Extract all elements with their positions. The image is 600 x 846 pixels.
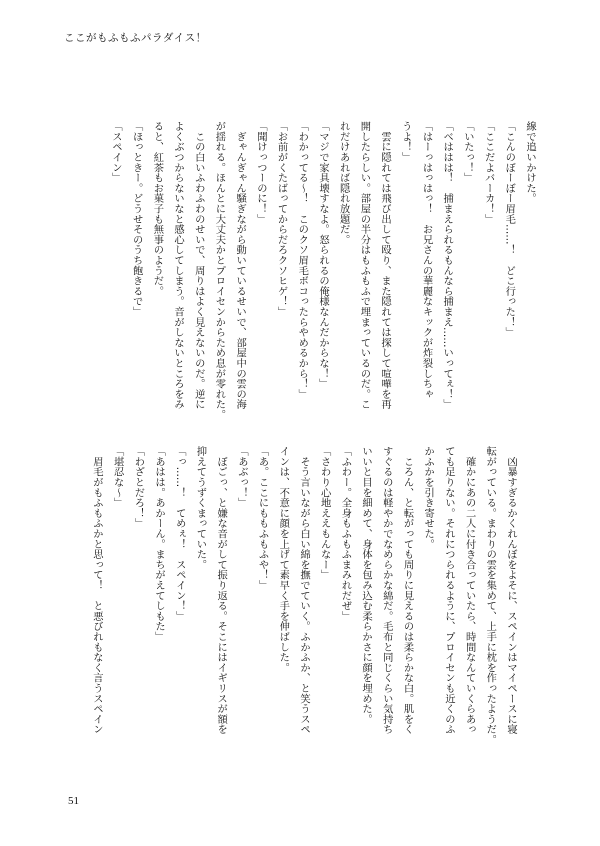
text-column: 転がっている。まわりの雲を集めて、上手に枕を作ったようだ。 — [484, 446, 497, 745]
text-column: 「聞けっつーのに！」 — [254, 121, 267, 224]
text-column: ころん、と転がっても周りに見えるのは柔らかな白。肌をく — [401, 446, 414, 735]
text-column: 「お前がくたばってからだろクソヒゲ！」 — [275, 121, 288, 317]
text-column: うよ！」 — [399, 121, 412, 163]
text-column: ても足りない。それにつられるように、プロイセンも近くのふ — [442, 446, 455, 735]
text-column: 「っ……！ てめぇ！ スペイン！」 — [173, 446, 186, 622]
text-column: 「ふわー。全身もふもふまみれだぜ」 — [339, 446, 352, 622]
lower-text-block — [85, 446, 521, 746]
text-column: ぼごっ、と嫌な音がして振り返る。そこにはイギリスが額を — [215, 446, 228, 735]
text-column: 「堪忍な～」 — [111, 446, 124, 508]
text-column: 「べははは！ 捕まえられるもんなら捕まえ……いってぇ！」 — [441, 121, 454, 410]
running-title: ここがもふもふパラダイス！ — [64, 32, 207, 44]
text-column: かふかを引き寄せた。 — [422, 446, 435, 549]
text-column: 線で追いかけた。 — [524, 121, 536, 204]
text-column: 「ほっときー。どうせそのうち飽きるで」 — [130, 121, 143, 317]
text-column: 雲に隠れては飛び出して殴り、また隠れては探して喧嘩を再 — [379, 121, 392, 410]
text-column: 「わかってる～！ このクソ眉毛ボコったらやめるから！」 — [296, 121, 309, 400]
text-column: 「あ。ここにももふもふや！」 — [256, 446, 269, 591]
text-column: すぐるのは軽やかでなめらかな綿だ。毛布と同じくらい気持ち — [380, 446, 393, 735]
text-column: 「あはは。あかーん。まちがえてしもた」 — [153, 446, 166, 642]
text-column: 凶暴すぎるかくれんぼをよそに、スペインはマイペースに寝 — [505, 446, 517, 735]
text-column: 確かにあの二人に付き合っていたら、時間なんていくらあっ — [463, 446, 476, 735]
upper-text-block — [104, 121, 540, 420]
text-column: 「わざとだろ！」 — [132, 446, 145, 529]
text-column: ぎゃんぎゃん騒ぎながら動いているせいで、部屋中の雲の海 — [234, 121, 247, 410]
text-column: 「マジで家具壊すなよ。怒られるの俺様なんだからな！」 — [316, 121, 329, 389]
text-column: 「ここだよバーカ！」 — [482, 121, 495, 224]
text-column: 「はーっはっはっ！ お兄さんの華麗なキックが炸裂しちゃ — [420, 121, 433, 400]
text-column: いいと目を細めて、身体を包み込む柔らかさに顔を埋めた。 — [360, 446, 373, 725]
text-column: 抑えてうずくまっていた。 — [194, 446, 207, 570]
text-column: 「スペイン」 — [109, 121, 122, 183]
text-column: この白いふわふわのせいで、周りはよく見えないのだ。逆に — [192, 121, 205, 410]
text-column: 「こんのぼーぼー眉毛……！ どこ行った！」 — [503, 121, 516, 338]
text-column: 「あぶっ！」 — [235, 446, 248, 508]
text-column: インは、不意に顔を上げて素早く手を伸ばした。 — [277, 446, 290, 673]
text-column: れだけあれば隠れ放題だ。 — [337, 121, 350, 245]
text-column: 「さわり心地ええもんなー」 — [318, 446, 331, 580]
text-column: 眉毛がもふもふかと思って！ と悪びれもなく言うスペイン — [90, 446, 103, 735]
text-column: そう言いながら白い綿を撫でていく。ふかふか、と笑うスペ — [297, 446, 310, 735]
text-column: ると、紅茶もお菓子も無事のようだ。 — [151, 121, 164, 297]
page-number: 51 — [68, 795, 79, 807]
text-column: 「いたっ！」 — [461, 121, 474, 183]
text-column: が揺れる。ほんとに大丈夫かとプロイセンからため息が零れた。 — [213, 121, 226, 420]
text-column: 開したらしい。部屋の半分はもふもふで埋まっているのだ。こ — [358, 121, 371, 410]
text-column: よくぶつからないなと感心してしまう。音がしないところをみ — [172, 121, 185, 410]
